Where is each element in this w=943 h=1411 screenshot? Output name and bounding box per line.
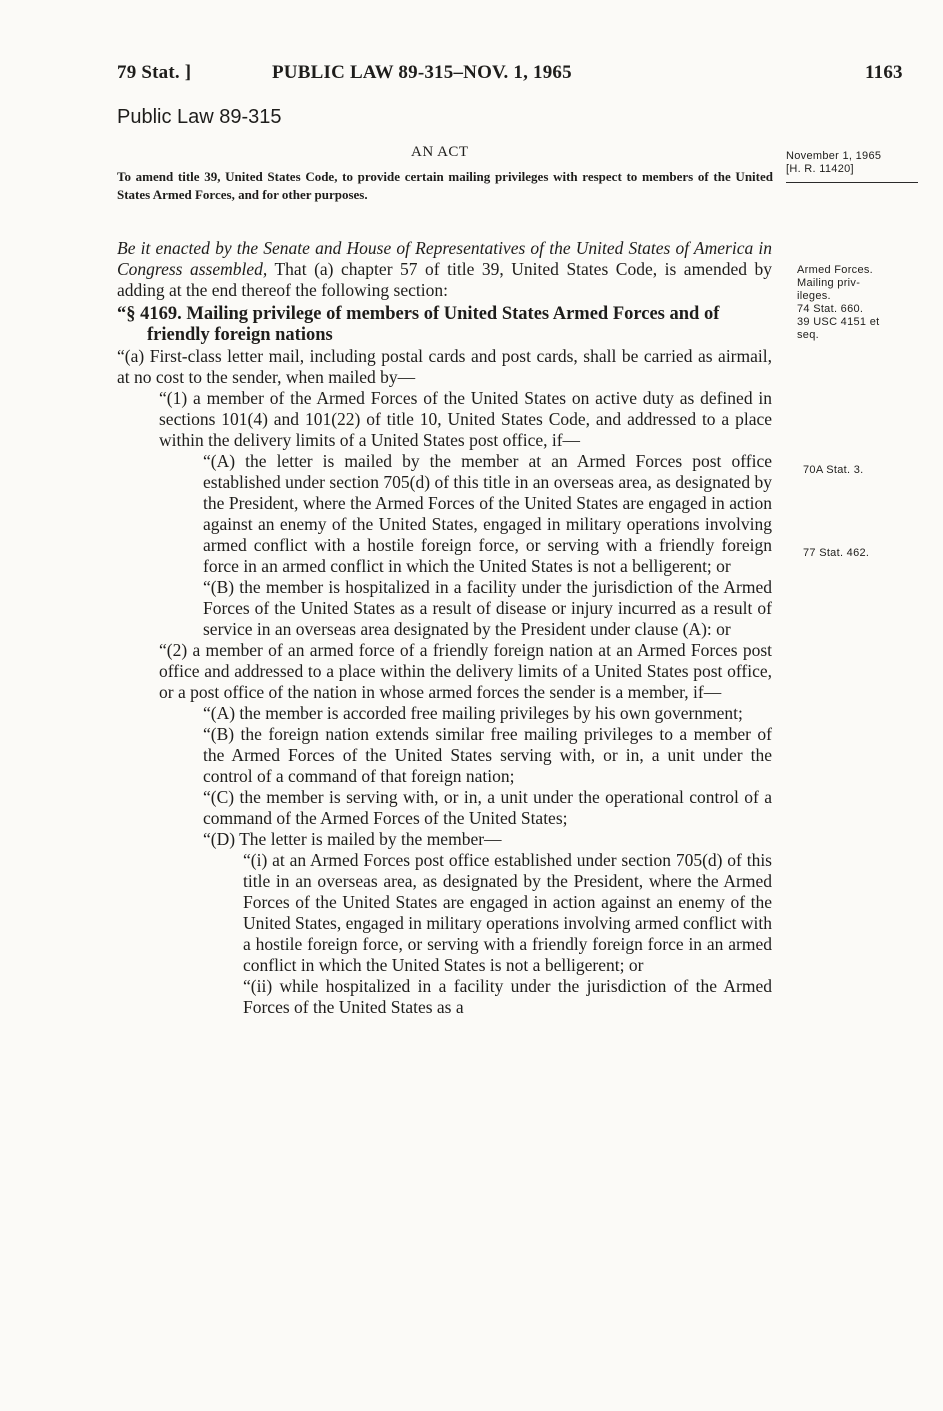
header-stat-citation: 79 Stat. ]	[117, 62, 192, 83]
enacting-formula: Be it enacted by the Senate and House of Representatives of the United States of America in Congress assembled,	[117, 238, 772, 279]
margin-date: November 1, 1965	[786, 150, 882, 162]
clause-2C: “(C) the member is serving with, or in, a unit under the operational control of a command of the Armed Forces of the United States;	[203, 787, 772, 828]
subclause-2Dii: “(ii) while hospitalized in a facility under the jurisdiction of the Armed Forces of the United States as a	[243, 976, 772, 1017]
act-body	[117, 238, 772, 1018]
paragraph-2: “(2) a member of an armed force of a friendly foreign nation at an Armed Forces post office and addressed to a place within the delivery limits of a United States post office, or a post office of the nation in whose armed forces the sender is a member, if—	[159, 640, 772, 702]
margin-rule	[786, 182, 918, 183]
header-title: PUBLIC LAW 89-315–NOV. 1, 1965	[272, 62, 572, 83]
law-number: Public Law 89-315	[117, 106, 282, 128]
margin-subject-notes	[797, 264, 917, 342]
act-label: AN ACT	[411, 144, 469, 160]
margin-note: Mailing priv-	[797, 277, 861, 289]
clause-2D: “(D) The letter is mailed by the member—	[203, 829, 502, 849]
clause-2A: “(A) the member is accorded free mailing privileges by his own government;	[203, 703, 743, 723]
clause-1B: “(B) the member is hospitalized in a facility under the jurisdiction of the Armed Forces of the United States as a result of disease or injury incurred as a result of service in an overseas area designated by the President under clause (A): or	[203, 577, 772, 639]
margin-bill-number: [H. R. 11420]	[786, 163, 854, 175]
margin-citation: 70A Stat. 3.	[803, 464, 864, 476]
enacting-clause	[117, 238, 772, 301]
enacting-text: That (a) chapter 57 of title 39, United States Code, is amended by adding at the end thereof the following section:	[117, 259, 772, 300]
margin-note: 74 Stat. 660.	[797, 303, 864, 315]
act-purpose: To amend title 39, United States Code, to provide certain mailing privileges with respect to members of the United States Armed Forces, and for other purposes.	[117, 169, 773, 202]
margin-note: seq.	[797, 329, 819, 341]
clause-1A: “(A) the letter is mailed by the member at an Armed Forces post office established under section 705(d) of this title in an overseas area, as designated by the President, where the Armed Forces of the United States are engaged in action against an enemy of the United States, engaged in military operations involving armed conflict with a hostile foreign force, or serving with a friendly foreign force in an armed conflict in which the United States is not a belligerent; or	[203, 451, 772, 576]
margin-citation: 77 Stat. 462.	[803, 547, 870, 559]
margin-note: Armed Forces.	[797, 264, 874, 276]
paragraph-1: “(1) a member of the Armed Forces of the United States on active duty as defined in sections 101(4) and 101(22) of title 10, United States Code, and addressed to a place within the delivery limits of a United States post office, if—	[159, 388, 772, 450]
margin-note: ileges.	[797, 290, 831, 302]
subsection-a: “(a) First-class letter mail, including postal cards and post cards, shall be carried as airmail, at no cost to the sender, when mailed by—	[117, 346, 772, 387]
clause-2B: “(B) the foreign nation extends similar free mailing privileges to a member of the Armed Forces of the United States serving with, or in, a unit under the control of a command of that foreign nation;	[203, 724, 772, 786]
page-number: 1163	[865, 62, 903, 83]
section-heading: “§ 4169. Mailing privilege of members of United States Armed Forces and of friendly foreign nations	[117, 304, 720, 345]
margin-note: 39 USC 4151 et	[797, 316, 880, 328]
subclause-2Di: “(i) at an Armed Forces post office established under section 705(d) of this title in an overseas area, as designated by the President, where the Armed Forces of the United States are engaged in action against an enemy of the United States, engaged in military operations involving armed conflict with a hostile foreign force, or serving with a friendly foreign force in an armed conflict in which the United States is not a belligerent; or	[243, 850, 772, 975]
